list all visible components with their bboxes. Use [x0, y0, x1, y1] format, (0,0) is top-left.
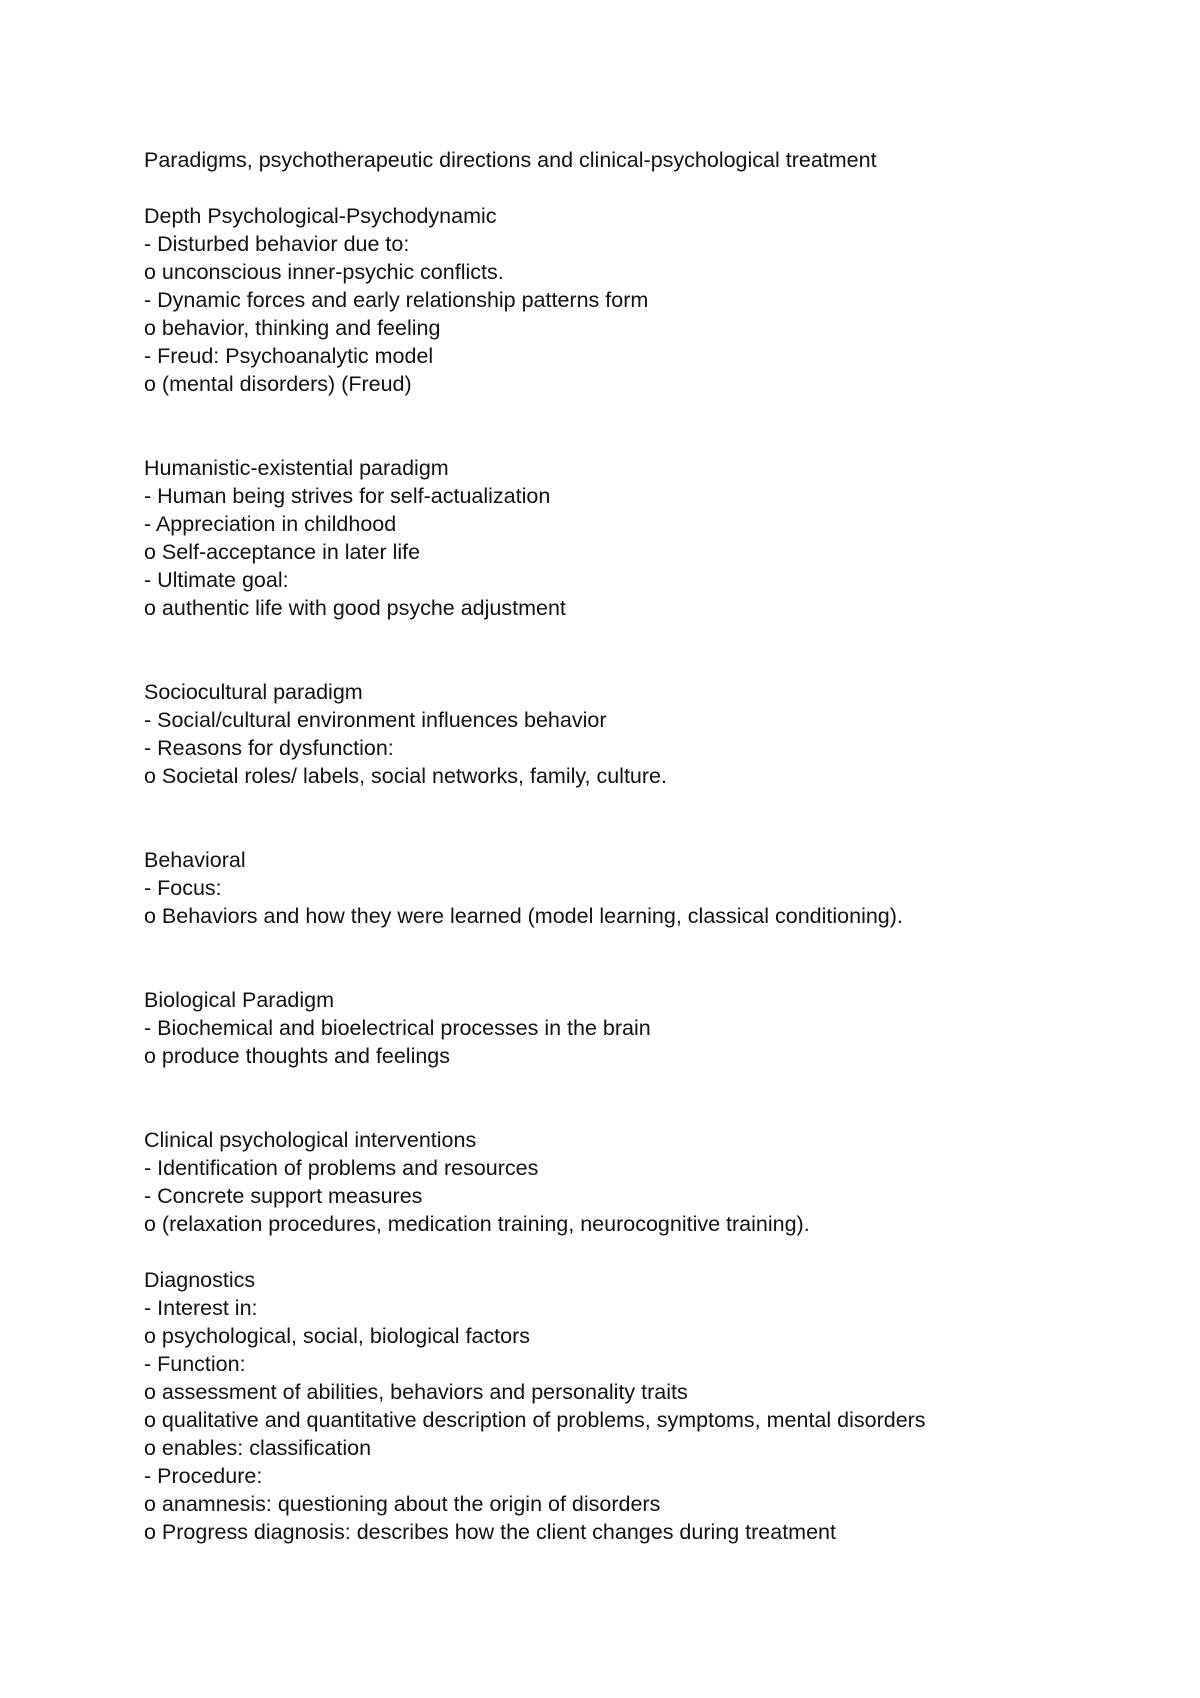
spacer	[144, 1238, 1084, 1266]
bullet-line: - Identification of problems and resources	[144, 1156, 539, 1180]
section-clinical-interventions	[144, 1126, 1084, 1238]
spacer	[144, 930, 1084, 986]
sub-bullet-line: o Progress diagnosis: describes how the client changes during treatment	[144, 1520, 836, 1544]
sub-bullet-line: o (relaxation procedures, medication training, neurocognitive training).	[144, 1212, 810, 1236]
spacer	[144, 1070, 1084, 1126]
bullet-line: - Focus:	[144, 876, 222, 900]
bullet-line: - Freud: Psychoanalytic model	[144, 344, 434, 368]
section-heading: Biological Paradigm	[144, 988, 335, 1012]
bullet-line: - Social/cultural environment influences behavior	[144, 708, 607, 732]
sub-bullet-line: o (mental disorders) (Freud)	[144, 372, 412, 396]
document-title: Paradigms, psychotherapeutic directions and clinical-psychological treatment	[144, 148, 877, 172]
section-depth-psychological	[144, 202, 1084, 398]
bullet-line: - Concrete support measures	[144, 1184, 423, 1208]
sub-bullet-line: o assessment of abilities, behaviors and personality traits	[144, 1380, 688, 1404]
bullet-line: - Biochemical and bioelectrical processes in the brain	[144, 1016, 651, 1040]
sub-bullet-line: o enables: classification	[144, 1436, 372, 1460]
section-heading: Clinical psychological interventions	[144, 1128, 477, 1152]
sub-bullet-line: o Self-acceptance in later life	[144, 540, 421, 564]
section-biological	[144, 986, 1084, 1070]
bullet-line: - Function:	[144, 1352, 246, 1376]
sub-bullet-line: o authentic life with good psyche adjustment	[144, 596, 566, 620]
spacer	[144, 398, 1084, 454]
sub-bullet-line: o produce thoughts and feelings	[144, 1044, 451, 1068]
sub-bullet-line: o Societal roles/ labels, social networks, family, culture.	[144, 764, 667, 788]
section-humanistic-existential	[144, 454, 1084, 622]
spacer	[144, 174, 1084, 202]
bullet-line: - Dynamic forces and early relationship patterns form	[144, 288, 649, 312]
section-behavioral	[144, 846, 1084, 930]
section-heading: Sociocultural paradigm	[144, 680, 363, 704]
sub-bullet-line: o behavior, thinking and feeling	[144, 316, 441, 340]
bullet-line: - Reasons for dysfunction:	[144, 736, 394, 760]
bullet-line: - Interest in:	[144, 1296, 258, 1320]
sub-bullet-line: o anamnesis: questioning about the origin of disorders	[144, 1492, 661, 1516]
sub-bullet-line: o unconscious inner-psychic conflicts.	[144, 260, 504, 284]
section-heading: Depth Psychological-Psychodynamic	[144, 204, 497, 228]
spacer	[144, 790, 1084, 846]
bullet-line: - Appreciation in childhood	[144, 512, 397, 536]
section-sociocultural	[144, 678, 1084, 790]
bullet-line: - Human being strives for self-actualization	[144, 484, 551, 508]
bullet-line: - Disturbed behavior due to:	[144, 232, 410, 256]
section-heading: Humanistic-existential paradigm	[144, 456, 449, 480]
document-body	[144, 146, 1084, 1546]
section-diagnostics	[144, 1266, 1084, 1546]
bullet-line: - Procedure:	[144, 1464, 263, 1488]
sub-bullet-line: o qualitative and quantitative description of problems, symptoms, mental disorders	[144, 1408, 926, 1432]
section-heading: Behavioral	[144, 848, 246, 872]
sub-bullet-line: o Behaviors and how they were learned (model learning, classical conditioning).	[144, 904, 903, 928]
spacer	[144, 622, 1084, 678]
bullet-line: - Ultimate goal:	[144, 568, 289, 592]
section-heading: Diagnostics	[144, 1268, 256, 1292]
sub-bullet-line: o psychological, social, biological factors	[144, 1324, 531, 1348]
